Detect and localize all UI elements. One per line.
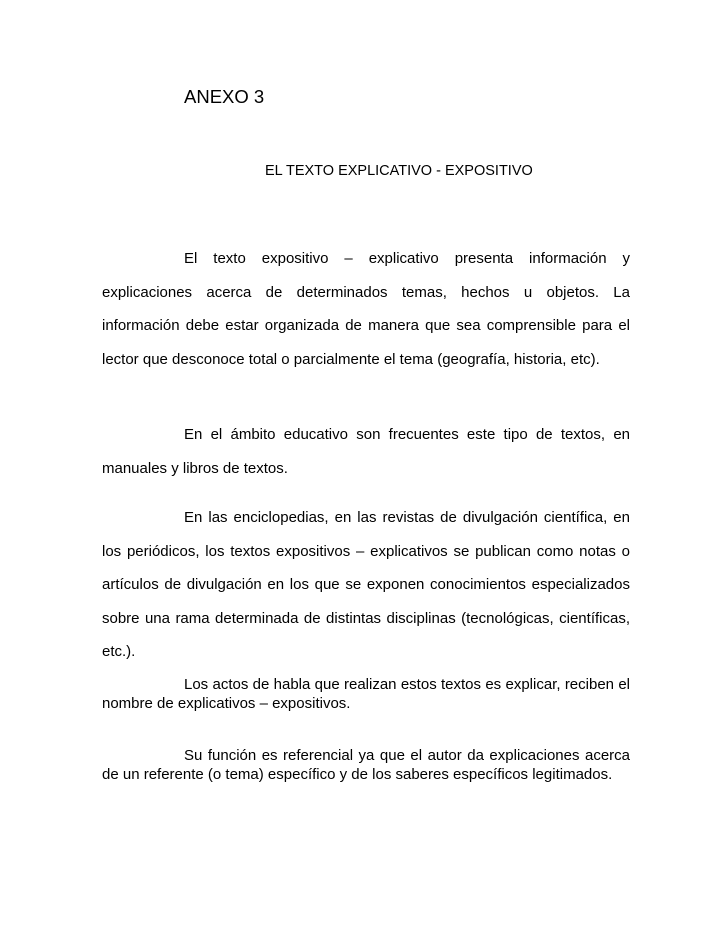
paragraph-encyclopedias: En las enciclopedias, en las revistas de divulgación científica, en los periódicos, los textos expositivos – explicativos se publican como notas o artículos de divulgación en los que se exponen conocimientos especializados sobre una rama determinada de distintas disciplinas (tecnológicas, científicas, etc.). [102, 509, 630, 660]
paragraph-speech-acts: Los actos de habla que realizan estos textos es explicar, reciben el nombre de explicativos – expositivos. [102, 676, 630, 713]
paragraph-function: Su función es referencial ya que el autor da explicaciones acerca de un referente (o tema) específico y de los saberes específicos legitimados. [102, 747, 630, 784]
paragraph-intro: El texto expositivo – explicativo presenta información y explicaciones acerca de determinados temas, hechos u objetos. La información debe estar organizada de manera que sea comprensible para el lector que desconoce total o parcialmente el tema (geografía, historia, etc). [102, 250, 630, 368]
annex-label: ANEXO 3 [184, 86, 265, 107]
paragraph-educational: En el ámbito educativo son frecuentes este tipo de textos, en manuales y libros de textos. [102, 426, 630, 477]
document-title: EL TEXTO EXPLICATIVO - EXPOSITIVO [265, 163, 533, 179]
